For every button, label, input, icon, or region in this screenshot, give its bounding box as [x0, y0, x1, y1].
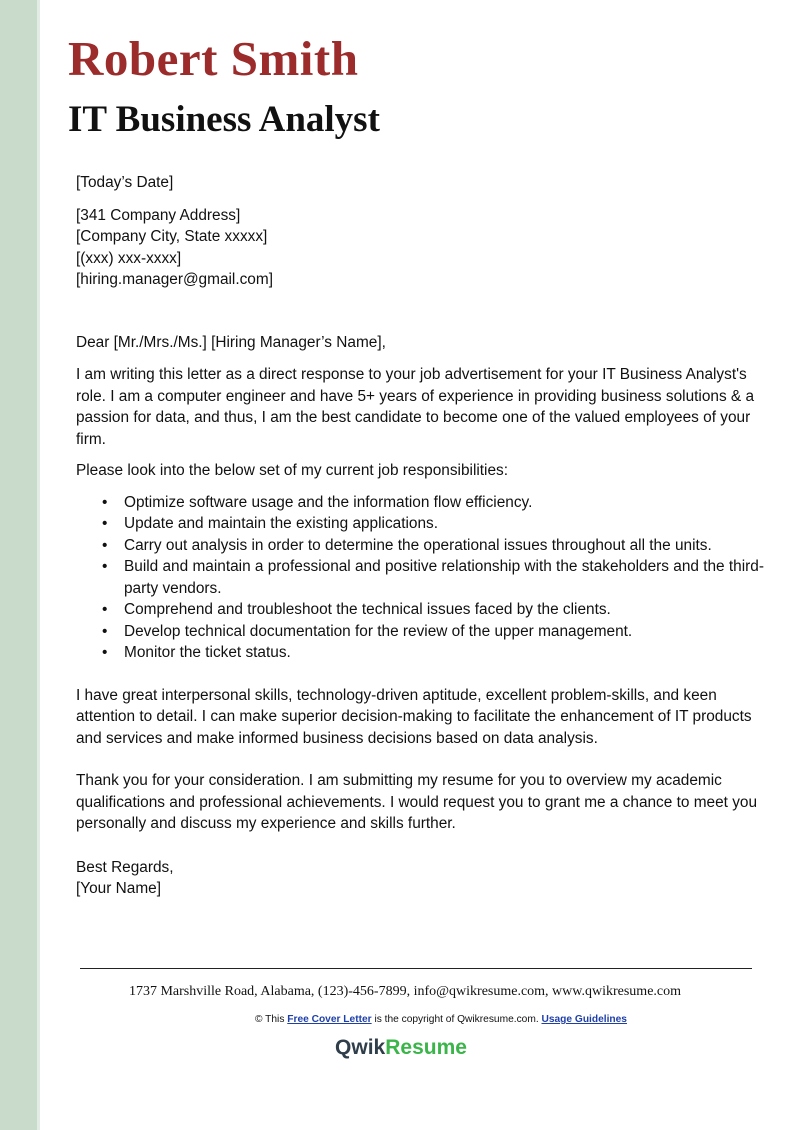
- bullet-icon: •: [102, 558, 108, 575]
- list-item-text: Comprehend and troubleshoot the technical issues faced by the clients.: [124, 601, 611, 618]
- copyright-middle: is the copyright of Qwikresume.com.: [371, 1014, 542, 1025]
- decorative-side-bar: [0, 0, 40, 1130]
- list-item: [102, 492, 766, 514]
- skills-paragraph: I have great interpersonal skills, technology-driven aptitude, excellent problem-skills, and keen attention to detail. I can make superior decision-making to facilitate the enhancement of IT products and services and make informed business decisions based on data analysis.: [76, 686, 752, 747]
- address-line: [Company City, State xxxxx]: [76, 228, 268, 245]
- sign-off: Best Regards,: [76, 858, 174, 876]
- intro-paragraph: I am writing this letter as a direct response to your job advertisement for your IT Business Analyst's role. I am a computer engineer and have 5+ years of experience in providing business solutions & a passion for data, and thus, I am the best candidate to become one of the valued employees of your firm.: [76, 366, 755, 448]
- footer-contact: 1737 Marshville Road, Alabama, (123)-456-7899, info@qwikresume.com, www.qwikresume.com: [128, 984, 682, 999]
- recipient-address: [76, 205, 766, 291]
- bullet-icon: •: [102, 622, 108, 640]
- list-intro: Please look into the below set of my current job responsibilities:: [76, 462, 509, 479]
- signature-name: [Your Name]: [76, 880, 161, 897]
- list-item-text: Carry out analysis in order to determine the operational issues throughout all the units.: [124, 536, 712, 554]
- letter-body: [76, 172, 766, 900]
- list-item-text: Monitor the ticket status.: [124, 644, 291, 661]
- closing-paragraph: Thank you for your consideration. I am submitting my resume for you to overview my academic qualifications and professional achievements. I would request you to grant me a chance to meet you personally and discuss my experience and skills further.: [76, 772, 758, 832]
- applicant-name: Robert Smith: [68, 31, 359, 86]
- free-cover-letter-link[interactable]: Free Cover Letter: [287, 1014, 372, 1025]
- bullet-icon: •: [102, 601, 108, 618]
- responsibilities-list: [76, 492, 766, 664]
- address-line: [hiring.manager@gmail.com]: [76, 271, 273, 288]
- qwikresume-logo: [0, 1036, 800, 1060]
- footer-divider: [80, 968, 752, 969]
- bullet-icon: •: [102, 536, 108, 554]
- list-item-text: Build and maintain a professional and positive relationship with the stakeholders and the third-party vendors.: [124, 558, 764, 597]
- list-item: [102, 556, 766, 599]
- usage-guidelines-link[interactable]: Usage Guidelines: [541, 1014, 627, 1025]
- logo-text-resume: Resume: [385, 1036, 467, 1059]
- list-item-text: Develop technical documentation for the review of the upper management.: [124, 622, 633, 640]
- list-item-text: Optimize software usage and the information flow efficiency.: [124, 493, 533, 511]
- bullet-icon: •: [102, 644, 108, 661]
- bullet-icon: •: [102, 515, 108, 532]
- salutation: Dear [Mr./Mrs./Ms.] [Hiring Manager’s Name],: [76, 333, 386, 351]
- list-item: [102, 621, 766, 643]
- list-item: [102, 513, 766, 535]
- logo-text-qwik: Qwik: [335, 1036, 386, 1059]
- job-title: IT Business Analyst: [68, 99, 380, 140]
- copyright-prefix: © This: [255, 1014, 288, 1025]
- list-item: [102, 535, 766, 557]
- list-item: [102, 599, 766, 621]
- address-line: [(xxx) xxx-xxxx]: [76, 249, 182, 267]
- bullet-icon: •: [102, 493, 108, 511]
- address-line: [341 Company Address]: [76, 206, 241, 224]
- list-item-text: Update and maintain the existing applications.: [124, 515, 438, 532]
- letter-date: [Today’s Date]: [76, 174, 174, 191]
- list-item: [102, 642, 766, 664]
- copyright-notice: [0, 1014, 800, 1025]
